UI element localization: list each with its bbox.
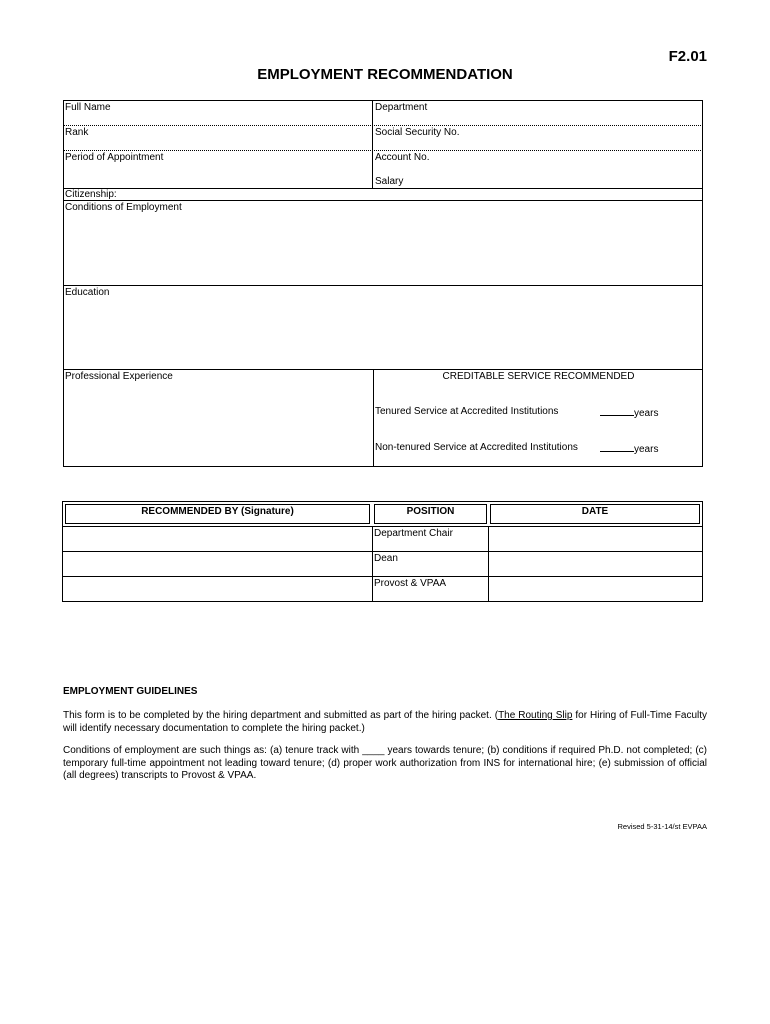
creditable-service-header: CREDITABLE SERVICE RECOMMENDED <box>442 371 635 382</box>
ssn-field[interactable]: Social Security No. <box>375 127 460 138</box>
salary-field[interactable]: Salary <box>375 176 404 187</box>
full-name-field[interactable]: Full Name <box>65 102 111 113</box>
signature-field[interactable] <box>63 577 371 601</box>
column-divider <box>372 526 373 602</box>
tenured-years-field[interactable] <box>600 406 658 420</box>
column-divider <box>372 100 373 188</box>
column-divider <box>373 369 374 467</box>
row-divider <box>63 200 703 201</box>
col-recommended-by: RECOMMENDED BY (Signature) <box>141 506 294 517</box>
guidelines-paragraph-2 <box>63 745 707 783</box>
position-provost: Provost & VPAA <box>374 578 447 589</box>
row-divider <box>63 369 703 370</box>
signature-field[interactable] <box>63 552 371 575</box>
guidelines-text: years towards tenure; (b) conditions if required Ph.D. not completed; (c) temporary full-time appointment not leading toward tenure; (d) proper work authorization from INS for international hire; (e) submission of official (all degrees) transcripts to Provost & VPAA. <box>63 745 707 781</box>
years-label: years <box>634 444 659 455</box>
nontenured-years-blank[interactable] <box>600 442 634 452</box>
citizenship-field[interactable]: Citizenship: <box>65 189 117 200</box>
years-label: years <box>634 408 659 419</box>
rank-field[interactable]: Rank <box>65 127 89 138</box>
tenured-years-blank[interactable] <box>600 406 634 416</box>
routing-slip-link[interactable]: The Routing Slip <box>498 710 573 721</box>
signature-field[interactable] <box>63 527 371 550</box>
guidelines-title: EMPLOYMENT GUIDELINES <box>63 686 198 697</box>
position-dean: Dean <box>374 553 398 564</box>
nontenured-years-field[interactable] <box>600 442 658 456</box>
account-number-field[interactable]: Account No. <box>375 152 430 163</box>
guidelines-paragraph-1 <box>63 710 707 735</box>
date-field[interactable] <box>489 552 702 575</box>
date-field[interactable] <box>489 577 702 601</box>
professional-experience-field[interactable]: Professional Experience <box>65 371 173 382</box>
guidelines-text: This form is to be completed by the hiring department and submitted as part of the hiring packet. ( <box>63 710 499 721</box>
nontenured-service-label: Non-tenured Service at Accredited Institutions <box>375 442 578 453</box>
row-divider <box>63 188 703 189</box>
conditions-of-employment-field[interactable]: Conditions of Employment <box>65 202 182 213</box>
row-divider <box>63 285 703 286</box>
tenured-service-label: Tenured Service at Accredited Institutions <box>375 406 559 417</box>
row-divider <box>63 125 703 126</box>
tenure-years-blank: ____ <box>362 745 385 756</box>
department-field[interactable]: Department <box>375 102 428 113</box>
position-department-chair: Department Chair <box>374 528 453 539</box>
date-field[interactable] <box>489 527 702 550</box>
period-of-appointment-field[interactable]: Period of Appointment <box>65 152 164 163</box>
education-field[interactable]: Education <box>65 287 110 298</box>
page-title: EMPLOYMENT RECOMMENDATION <box>257 66 513 83</box>
col-position: POSITION <box>406 506 455 517</box>
col-date: DATE <box>581 506 609 517</box>
row-divider <box>63 150 703 151</box>
form-id: F2.01 <box>668 48 707 65</box>
guidelines-text: for Hiring of Full-Time Faculty will identify necessary documentation to complete the hiring packet.) <box>63 710 708 734</box>
guidelines-text: Conditions of employment are such things as: (a) tenure track with <box>63 745 363 756</box>
revision-note: Revised 5-31-14/st EVPAA <box>617 822 707 831</box>
